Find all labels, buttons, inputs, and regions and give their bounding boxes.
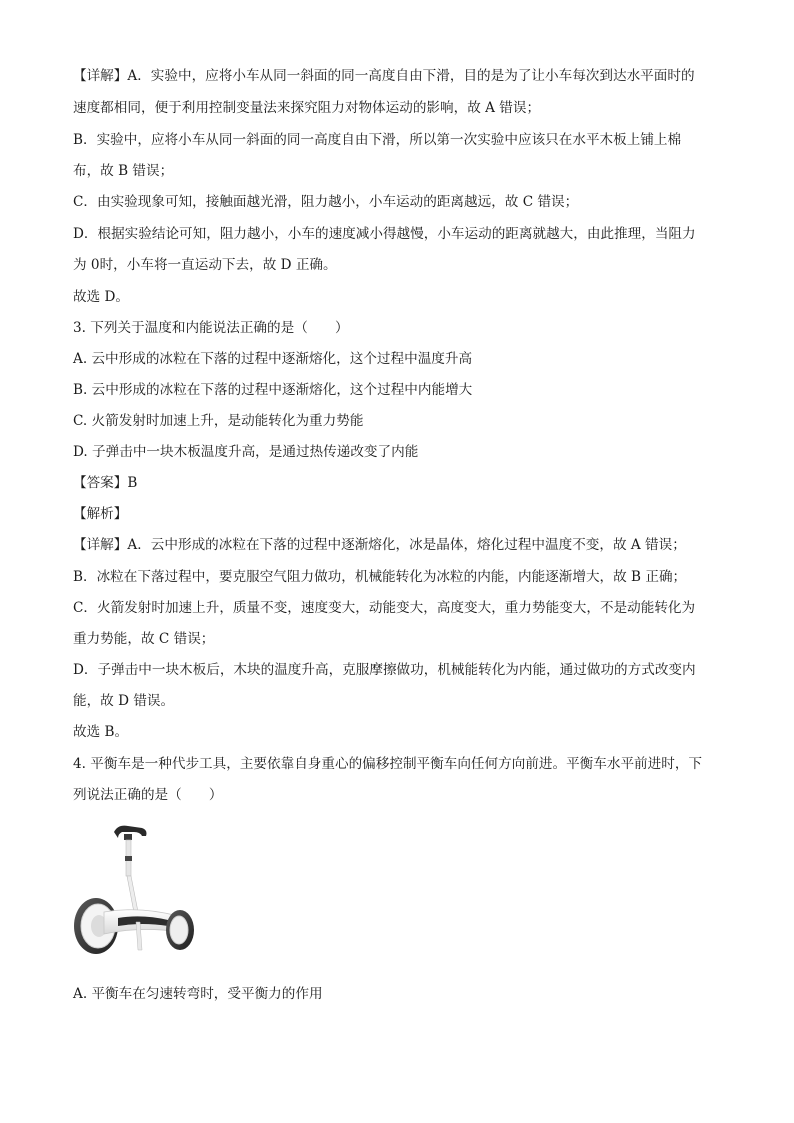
balance-scooter-image <box>70 822 200 967</box>
question-3-detail-d: D．子弹击中一块木板后，木块的温度升高，克服摩擦做功，机械能转化为内能，通过做功的方式改变内 <box>73 662 696 678</box>
question-3-detail-d-cont: 能，故 D 错误。 <box>73 693 175 709</box>
question-3-option-d: D. 子弹击中一块木板温度升高，是通过热传递改变了内能 <box>73 444 419 460</box>
question-4-option-a: A. 平衡车在匀速转弯时，受平衡力的作用 <box>73 986 323 1002</box>
explanation-line-d-cont: 为 0时，小车将一直运动下去，故 D 正确。 <box>73 257 337 273</box>
explanation-line-a: 【详解】A．实验中，应将小车从同一斜面的同一高度自由下滑，目的是为了让小车每次到达水平面时的 <box>73 68 695 84</box>
answer-choice-line: 故选 D。 <box>73 289 130 305</box>
question-3-option-a: A. 云中形成的冰粒在下落的过程中逐渐熔化，这个过程中温度升高 <box>73 351 473 367</box>
question-3-stem: 3. 下列关于温度和内能说法正确的是（ ） <box>73 320 349 336</box>
question-3-answer: 【答案】B <box>73 475 138 491</box>
question-3-detail-b: B．冰粒在下落过程中，要克服空气阻力做功，机械能转化为冰粒的内能，内能逐渐增大，故 B 正确； <box>73 569 687 585</box>
explanation-line-b: B．实验中，应将小车从同一斜面的同一高度自由下滑，所以第一次实验中应该只在水平木板上铺上棉 <box>73 132 682 148</box>
question-3-detail-a: 【详解】A．云中形成的冰粒在下落的过程中逐渐熔化，冰是晶体，熔化过程中温度不变，故 A 错误； <box>73 537 686 553</box>
question-4-stem-cont: 列说法正确的是（ ） <box>73 787 223 803</box>
question-3-detail-c-cont: 重力势能，故 C 错误； <box>73 631 215 647</box>
explanation-line-c: C．由实验现象可知，接触面越光滑，阻力越小，小车运动的距离越远，故 C 错误； <box>73 194 579 210</box>
question-3-choice: 故选 B。 <box>73 724 129 740</box>
explanation-line-b-cont: 布，故 B 错误； <box>73 163 174 179</box>
explanation-line-d: D．根据实验结论可知，阻力越小，小车的速度减小得越慢，小车运动的距离就越大，由此推理，当阻力 <box>73 226 696 242</box>
question-4-stem: 4. 平衡车是一种代步工具，主要依靠自身重心的偏移控制平衡车向任何方向前进。平衡车水平前进时，下 <box>73 756 703 772</box>
question-3-option-c: C. 火箭发射时加速上升，是动能转化为重力势能 <box>73 413 364 429</box>
question-3-analysis-heading: 【解析】 <box>73 506 128 522</box>
question-3-detail-c: C．火箭发射时加速上升，质量不变，速度变大，动能变大，高度变大，重力势能变大，不是动能转化为 <box>73 600 696 616</box>
question-3-option-b: B. 云中形成的冰粒在下落的过程中逐渐熔化，这个过程中内能增大 <box>73 382 473 398</box>
explanation-line-a-cont: 速度都相同，便于利用控制变量法来探究阻力对物体运动的影响，故 A 错误； <box>73 100 541 116</box>
